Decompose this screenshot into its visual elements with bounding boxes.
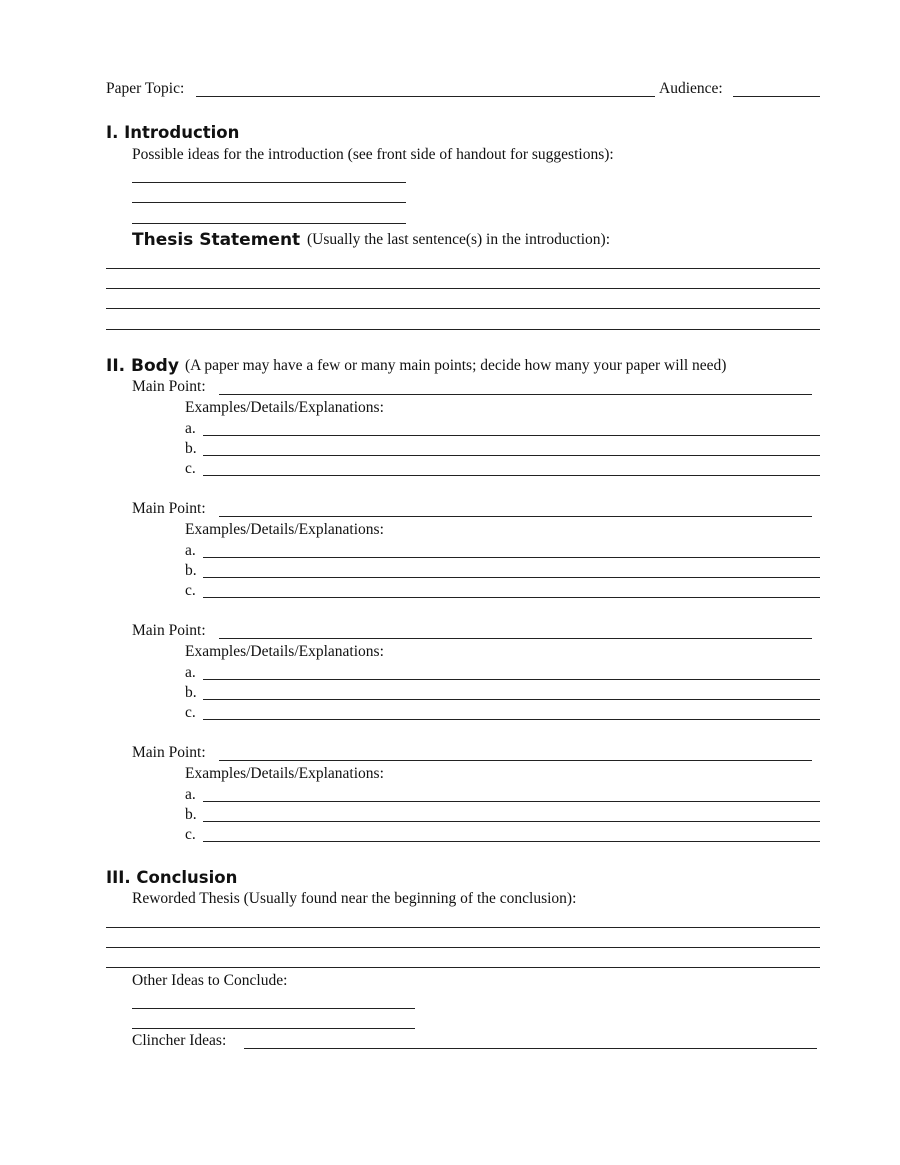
clincher-ideas-field[interactable] <box>244 1048 817 1049</box>
item-a-label: a. <box>185 542 196 559</box>
body-note: (A paper may have a few or many main points; decide how many your paper will need) <box>185 357 727 374</box>
intro-idea-line[interactable] <box>132 202 406 203</box>
item-c-field[interactable] <box>203 475 820 476</box>
other-ideas-label: Other Ideas to Conclude: <box>132 972 288 989</box>
clincher-ideas-label: Clincher Ideas: <box>132 1032 227 1049</box>
item-b-field[interactable] <box>203 455 820 456</box>
other-idea-line[interactable] <box>132 1008 415 1009</box>
intro-ideas-prompt: Possible ideas for the introduction (see front side of handout for suggestions): <box>132 146 614 163</box>
item-a-label: a. <box>185 664 196 681</box>
item-a-field[interactable] <box>203 801 820 802</box>
item-b-label: b. <box>185 684 197 701</box>
item-a-field[interactable] <box>203 679 820 680</box>
reworded-thesis-line[interactable] <box>106 947 820 948</box>
introduction-heading: I. Introduction <box>106 123 240 142</box>
item-b-label: b. <box>185 440 197 457</box>
item-c-label: c. <box>185 704 196 721</box>
body-heading: II. Body <box>106 356 179 376</box>
reworded-thesis-line[interactable] <box>106 927 820 928</box>
examples-label: Examples/Details/Explanations: <box>185 521 384 538</box>
reworded-thesis-prompt: Reworded Thesis (Usually found near the beginning of the conclusion): <box>132 890 577 907</box>
item-b-field[interactable] <box>203 821 820 822</box>
main-point-label: Main Point: <box>132 500 206 517</box>
thesis-line[interactable] <box>106 329 820 330</box>
item-b-label: b. <box>185 806 197 823</box>
other-idea-line[interactable] <box>132 1028 415 1029</box>
item-c-field[interactable] <box>203 597 820 598</box>
main-point-label: Main Point: <box>132 622 206 639</box>
reworded-thesis-line[interactable] <box>106 967 820 968</box>
item-c-label: c. <box>185 826 196 843</box>
examples-label: Examples/Details/Explanations: <box>185 765 384 782</box>
main-point-field[interactable] <box>219 638 812 639</box>
item-c-field[interactable] <box>203 841 820 842</box>
item-c-field[interactable] <box>203 719 820 720</box>
item-c-label: c. <box>185 582 196 599</box>
item-a-field[interactable] <box>203 435 820 436</box>
main-point-field[interactable] <box>219 516 812 517</box>
item-a-label: a. <box>185 420 196 437</box>
item-a-field[interactable] <box>203 557 820 558</box>
examples-label: Examples/Details/Explanations: <box>185 643 384 660</box>
main-point-field[interactable] <box>219 394 812 395</box>
main-point-label: Main Point: <box>132 378 206 395</box>
thesis-line[interactable] <box>106 288 820 289</box>
examples-label: Examples/Details/Explanations: <box>185 399 384 416</box>
thesis-statement-heading: Thesis Statement <box>132 230 301 250</box>
thesis-statement-note: (Usually the last sentence(s) in the introduction): <box>307 231 611 248</box>
main-point-field[interactable] <box>219 760 812 761</box>
thesis-line[interactable] <box>106 308 820 309</box>
conclusion-heading: III. Conclusion <box>106 868 238 887</box>
item-a-label: a. <box>185 786 196 803</box>
paper-topic-field[interactable] <box>196 96 655 97</box>
intro-idea-line[interactable] <box>132 223 406 224</box>
item-b-label: b. <box>185 562 197 579</box>
paper-topic-label: Paper Topic: <box>106 80 185 97</box>
thesis-line[interactable] <box>106 268 820 269</box>
audience-label: Audience: <box>659 80 723 97</box>
intro-idea-line[interactable] <box>132 182 406 183</box>
item-c-label: c. <box>185 460 196 477</box>
item-b-field[interactable] <box>203 699 820 700</box>
main-point-label: Main Point: <box>132 744 206 761</box>
audience-field[interactable] <box>733 96 820 97</box>
item-b-field[interactable] <box>203 577 820 578</box>
